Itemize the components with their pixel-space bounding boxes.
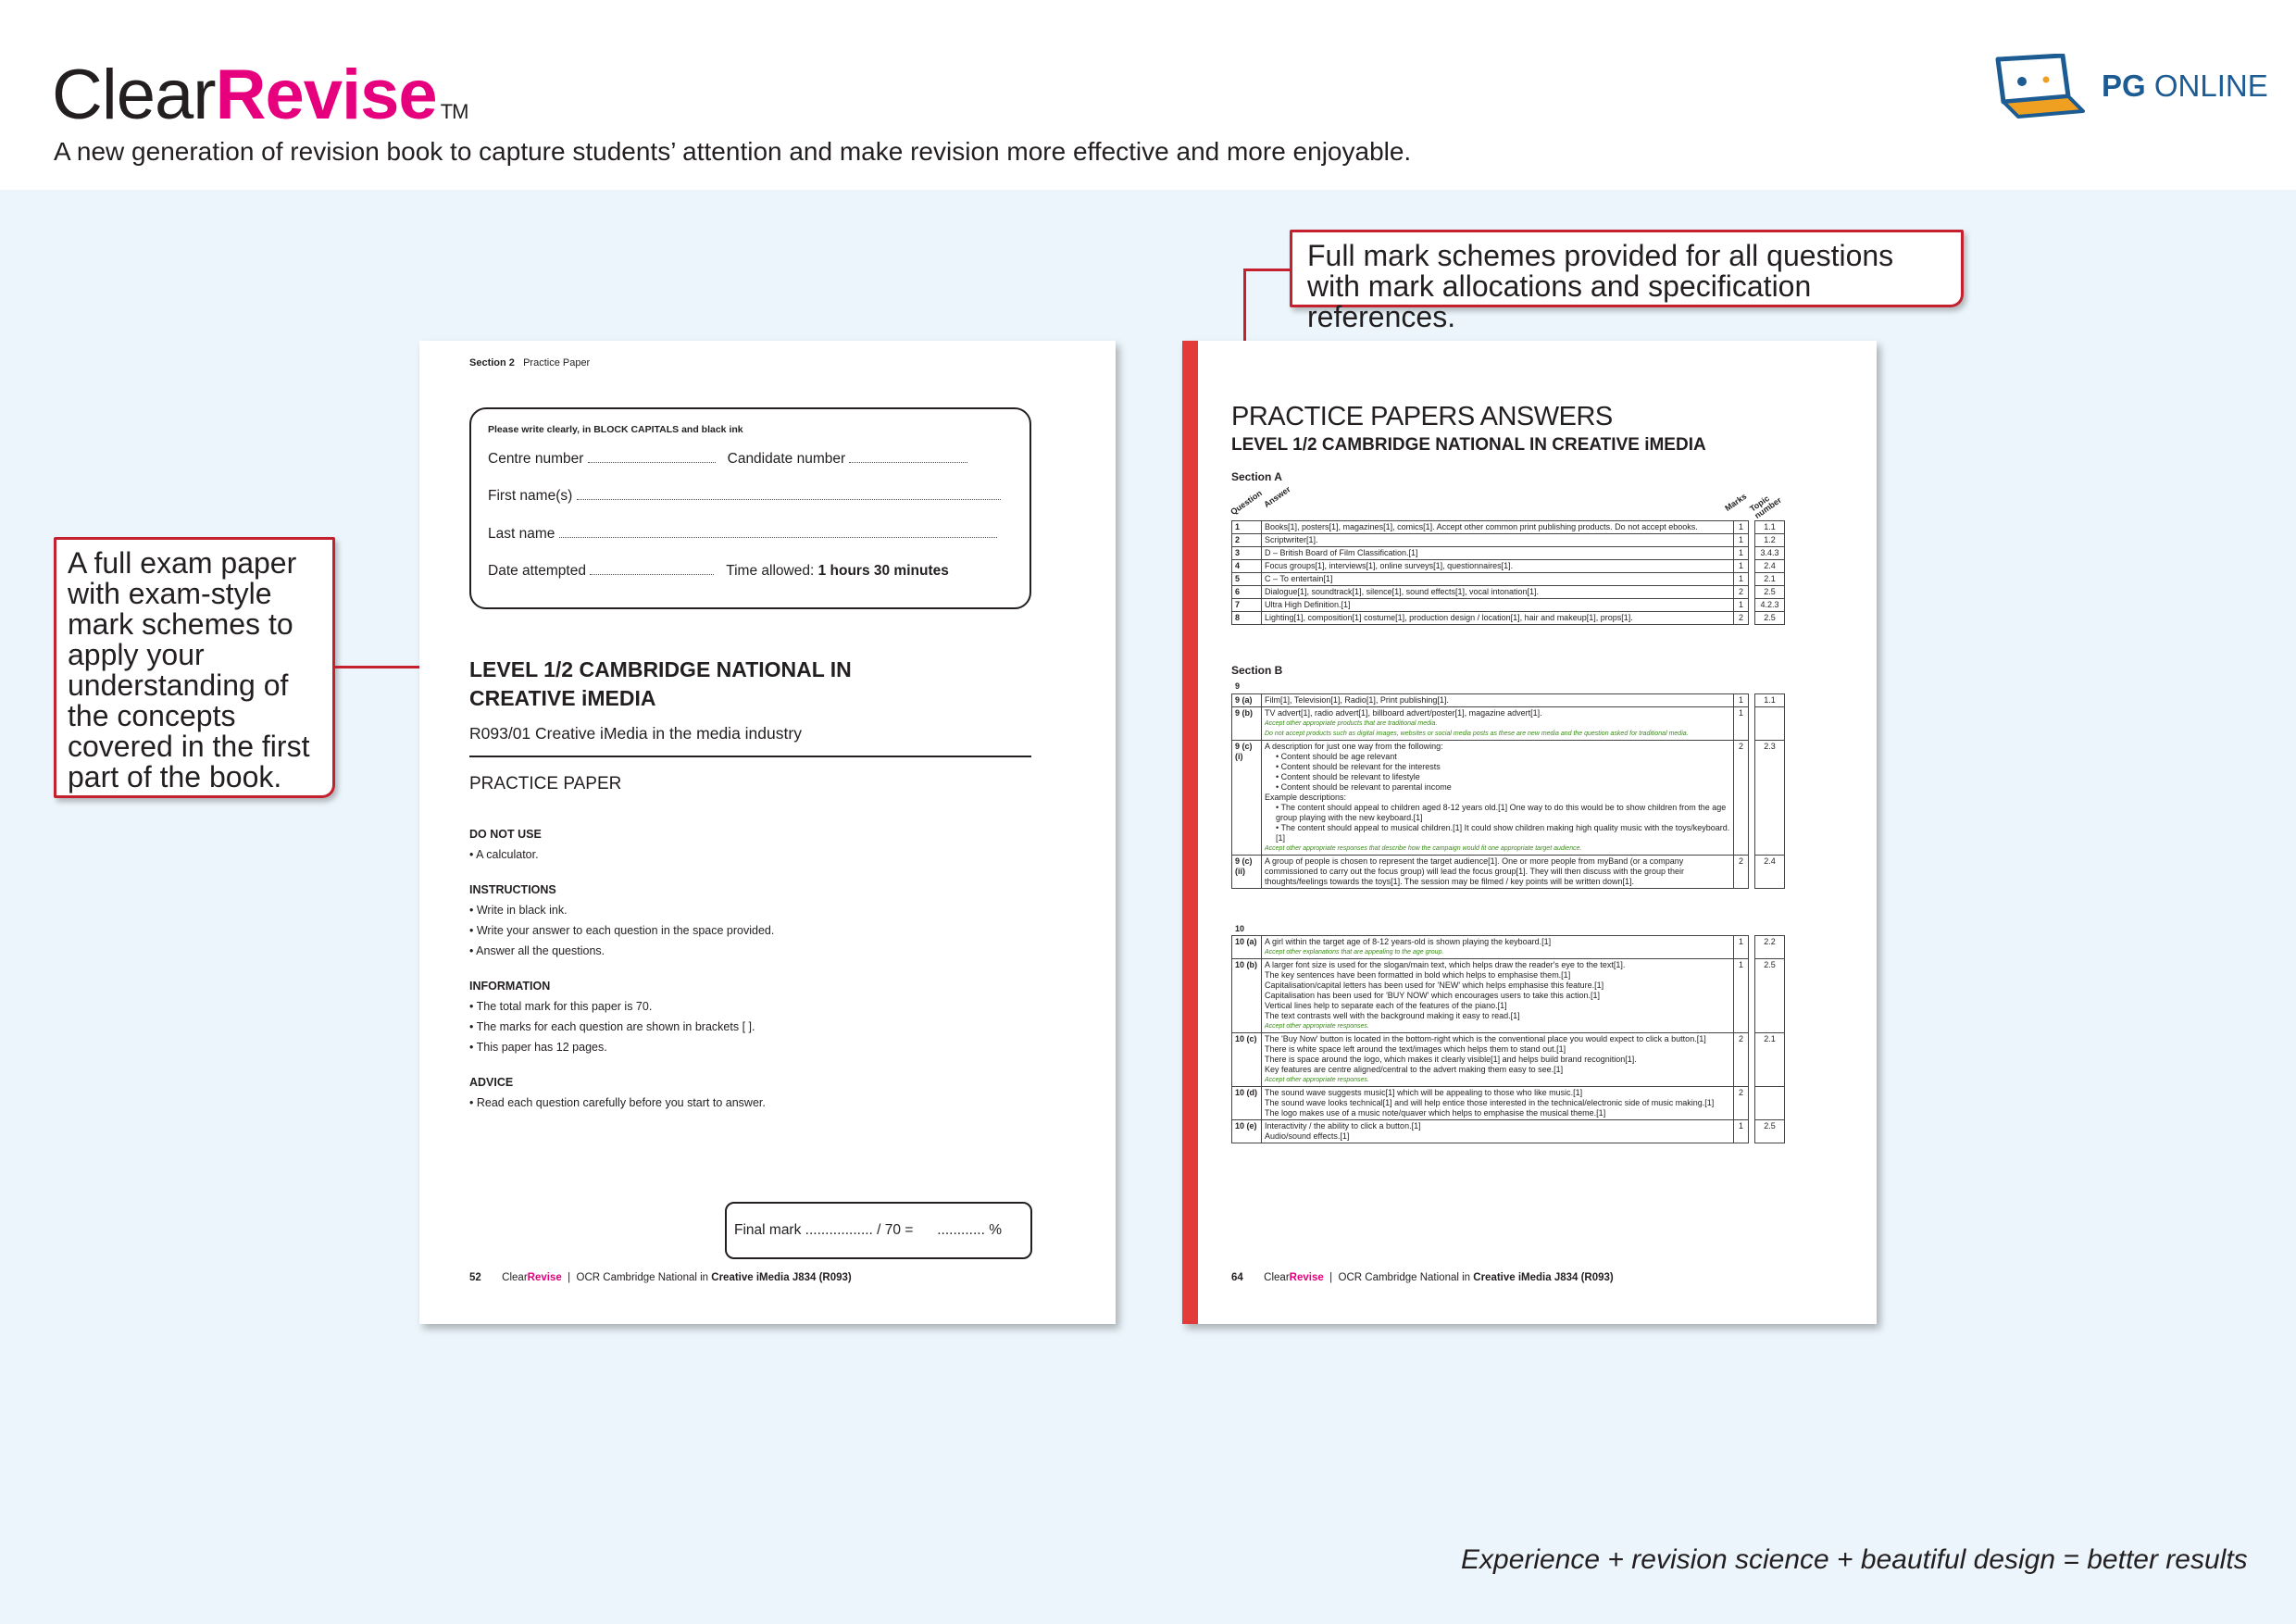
- column-gap: [1749, 547, 1755, 560]
- marks-cell: 1: [1734, 547, 1749, 560]
- date-time-row: [488, 562, 1025, 580]
- footer-brand-revise: Revise: [527, 1272, 562, 1283]
- marks-cell: 1: [1734, 1120, 1749, 1143]
- topic-cell: 4.2.3: [1755, 599, 1785, 612]
- examiner-note: Accept other appropriate products that are traditional media.: [1265, 720, 1438, 727]
- answer-text: A girl within the target age of 8-12 years-old is shown playing the keyboard.[1]: [1265, 937, 1552, 946]
- marks-cell: 1: [1734, 534, 1749, 547]
- footer-brand-clear: Clear: [1264, 1272, 1290, 1283]
- column-gap: [1749, 573, 1755, 586]
- information-item: This paper has 12 pages.: [476, 1041, 607, 1054]
- table-row: [1232, 1033, 1785, 1087]
- examiner-note: Accept other explanations that are appealing to the age group.: [1265, 949, 1444, 956]
- answers-subtitle: LEVEL 1/2 CAMBRIDGE NATIONAL IN CREATIVE iMEDIA: [1231, 435, 1706, 455]
- column-gap: [1749, 936, 1755, 959]
- answer-text: Focus groups[1], interviews[1], online surveys[1], questionnaires[1].: [1265, 561, 1514, 570]
- column-gap: [1749, 1120, 1755, 1143]
- question-number: 10 (d): [1232, 1087, 1262, 1120]
- candidate-details-box: [469, 407, 1031, 609]
- answer-text: Lighting[1], composition[1] costume[1], production design / location[1], hair and makeup[1], props[1].: [1265, 613, 1633, 622]
- marks-cell: 2: [1734, 741, 1749, 856]
- answer-text: Dialogue[1], soundtrack[1], silence[1], sound effects[1], vocal intonation[1].: [1265, 587, 1540, 596]
- table-row: [1232, 521, 1785, 534]
- date-attempted-label: Date attempted: [488, 563, 586, 579]
- answer-line: The text contrasts well with the background making it easy to read.[1]: [1265, 1011, 1520, 1020]
- clearrevise-logo: [52, 54, 468, 137]
- callout-leader-line: [1243, 269, 1292, 271]
- answer-text: D – British Board of Film Classification.[1]: [1265, 548, 1418, 557]
- table-row: [1232, 547, 1785, 560]
- table-row: [1232, 573, 1785, 586]
- publisher-name-rest: ONLINE: [2145, 69, 2268, 103]
- answer-cell: [1262, 694, 1734, 707]
- do-not-use-heading: DO NOT USE: [469, 828, 542, 841]
- footer-brand-revise: Revise: [1289, 1272, 1324, 1283]
- section-label: Section 2: [469, 357, 515, 369]
- marks-cell: 2: [1734, 1087, 1749, 1120]
- title-divider: [469, 756, 1031, 757]
- question-number: 9 (b): [1232, 707, 1262, 741]
- question-number: 7: [1232, 599, 1262, 612]
- question-number: 9 (c) (ii): [1232, 856, 1262, 889]
- callout-full-exam-paper: A full exam paper with exam-style mark schemes to apply your understanding of the concepts covered in the first part of the book.: [54, 537, 335, 798]
- marks-cell: 1: [1734, 560, 1749, 573]
- list-item: • The marks for each question are shown in brackets [ ].: [469, 1020, 755, 1033]
- centre-number-label: Centre number: [488, 451, 584, 467]
- table-row: [1232, 856, 1785, 889]
- box-heading: Please write clearly, in BLOCK CAPITALS and black ink: [488, 424, 743, 435]
- topic-cell: 2.4: [1755, 856, 1785, 889]
- col-question-header: Question: [1229, 488, 1264, 517]
- column-gap: [1749, 521, 1755, 534]
- answer-cell: [1262, 1033, 1734, 1087]
- candidate-number-label: Candidate number: [727, 451, 846, 467]
- table-row: [1232, 936, 1785, 959]
- marks-cell: 1: [1734, 694, 1749, 707]
- table-row: [1232, 1120, 1785, 1143]
- answer-line: Vertical lines help to separate each of the features of the piano.[1]: [1265, 1001, 1507, 1010]
- footer-brand-clear: Clear: [502, 1272, 528, 1283]
- marks-cell: 1: [1734, 936, 1749, 959]
- question-number: 5: [1232, 573, 1262, 586]
- answer-cell: [1262, 560, 1734, 573]
- header-band: [0, 0, 2296, 190]
- page-accent-bar: [1182, 341, 1198, 1324]
- footer-separator: |: [568, 1272, 571, 1283]
- topic-cell: 3.4.3: [1755, 547, 1785, 560]
- section-header: [469, 357, 590, 369]
- question-number: 8: [1232, 612, 1262, 625]
- column-gap: [1749, 560, 1755, 573]
- question-number: 10 (a): [1232, 936, 1262, 959]
- answer-cell: [1262, 1120, 1734, 1143]
- answer-bullet: • Content should be relevant to lifestyle: [1276, 772, 1420, 781]
- table-row: [1232, 959, 1785, 1033]
- question-number: 10 (e): [1232, 1120, 1262, 1143]
- answer-bullet: • Content should be relevant to parental income: [1276, 782, 1452, 792]
- answer-cell: [1262, 959, 1734, 1033]
- paper-subtitle: R093/01 Creative iMedia in the media industry: [469, 724, 802, 743]
- list-item: • Answer all the questions.: [469, 944, 605, 957]
- answer-line: Interactivity / the ability to click a button.[1]: [1265, 1121, 1421, 1131]
- col-topic-header: Topic number: [1748, 493, 1784, 520]
- answer-bullet: • The content should appeal to children aged 8-12 years old.[1] One way to do this would be to show children from the age group playing with the new keyboard.[1]: [1276, 803, 1727, 822]
- logo-revise-text: Revise: [215, 56, 437, 134]
- section-a-table: [1231, 520, 1785, 625]
- topic-cell: 2.2: [1755, 936, 1785, 959]
- laptop-icon: [1990, 54, 2092, 119]
- marks-cell: 1: [1734, 573, 1749, 586]
- topic-cell: 2.5: [1755, 612, 1785, 625]
- column-gap: [1749, 856, 1755, 889]
- answers-page: [1182, 341, 1877, 1324]
- answer-bullet: • Content should be age relevant: [1276, 752, 1397, 761]
- answer-line: The sound wave looks technical[1] and will help entice those interested in the technical/electronic side of music making.[1]: [1265, 1098, 1715, 1107]
- topic-cell: 1.2: [1755, 534, 1785, 547]
- answer-text: A group of people is chosen to represent the target audience[1]. One or more people from myBand (or a company commissioned to carry out the focus group) will lead the focus group[1]. They will then discuss with the group their thoughts/feelings towards the toys[1]. The session may be filmed / key points will be written down[1].: [1265, 856, 1685, 886]
- topic-cell: 2.5: [1755, 586, 1785, 599]
- table-row: [1232, 707, 1785, 741]
- answer-cell: [1262, 599, 1734, 612]
- answers-title: PRACTICE PAPERS ANSWERS: [1231, 402, 1613, 431]
- topic-cell: 2.1: [1755, 1033, 1785, 1087]
- question-number: 10 (b): [1232, 959, 1262, 1033]
- answer-cell: [1262, 1087, 1734, 1120]
- last-name-label: Last name: [488, 526, 555, 542]
- answer-cell: [1262, 707, 1734, 741]
- pg-online-logo: [1990, 54, 2268, 119]
- instruction-item: Write your answer to each question in the space provided.: [476, 924, 775, 937]
- question-number: 1: [1232, 521, 1262, 534]
- table-row: [1232, 741, 1785, 856]
- marks-cell: 1: [1734, 599, 1749, 612]
- advice-item: Read each question carefully before you start to answer.: [476, 1096, 766, 1109]
- answer-line: There is white space left around the text/images which helps them to stand out.[1]: [1265, 1044, 1566, 1054]
- marks-cell: 1: [1734, 707, 1749, 741]
- section-name: Practice Paper: [523, 357, 591, 369]
- list-item: • The total mark for this paper is 70.: [469, 1000, 653, 1013]
- page-footer: [469, 1272, 852, 1283]
- question-number: 6: [1232, 586, 1262, 599]
- list-item: • A calculator.: [469, 848, 539, 861]
- question-number: 4: [1232, 560, 1262, 573]
- answer-line: Audio/sound effects.[1]: [1265, 1131, 1350, 1141]
- topic-cell: 1.1: [1755, 694, 1785, 707]
- answer-line: Capitalisation has been used for 'BUY NOW' which encourages users to take this action.[1]: [1265, 991, 1600, 1000]
- page-number: 52: [469, 1272, 481, 1283]
- answer-bullet: • The content should appeal to musical children.[1] It could show children making high quality music with the toys/keyboard.[1]: [1276, 823, 1730, 843]
- section-a-heading: Section A: [1231, 470, 1282, 483]
- section-b-q9-table: [1231, 693, 1785, 889]
- answer-bullet: • Content should be relevant for the interests: [1276, 762, 1441, 771]
- footer-course: OCR Cambridge National in: [1338, 1272, 1474, 1283]
- list-item: • Write in black ink.: [469, 904, 568, 917]
- marks-cell: 2: [1734, 612, 1749, 625]
- answer-cell: [1262, 534, 1734, 547]
- logo-clear-text: Clear: [52, 56, 216, 134]
- table-row: [1232, 534, 1785, 547]
- examiner-note: Accept other appropriate responses that describe how the campaign would fit one appropriate target audience.: [1265, 845, 1582, 852]
- first-names-row: [488, 487, 1001, 505]
- answer-text: Ultra High Definition.[1]: [1265, 600, 1351, 609]
- column-gap: [1749, 707, 1755, 741]
- information-item: The total mark for this paper is 70.: [476, 1000, 653, 1013]
- col-answer-header: Answer: [1262, 484, 1292, 509]
- publisher-name-bold: PG: [2102, 69, 2146, 103]
- paper-title: LEVEL 1/2 CAMBRIDGE NATIONAL IN CREATIVE iMEDIA: [469, 657, 852, 710]
- question-10-label: 10: [1235, 924, 1245, 933]
- instructions-heading: INSTRUCTIONS: [469, 883, 556, 896]
- answer-line: The 'Buy Now' button is located in the bottom-right which is the conventional place you would expect to click a button.[1]: [1265, 1034, 1706, 1043]
- answer-line: Capitalisation/capital letters has been used for 'NEW' which helps emphasise this feature.[1]: [1265, 981, 1604, 990]
- marks-cell: 1: [1734, 959, 1749, 1033]
- table-row: [1232, 694, 1785, 707]
- answer-cell: [1262, 547, 1734, 560]
- column-gap: [1749, 694, 1755, 707]
- topic-cell: 2.5: [1755, 959, 1785, 1033]
- list-item: • Read each question carefully before you start to answer.: [469, 1096, 766, 1109]
- answer-cell: [1262, 586, 1734, 599]
- question-number: 3: [1232, 547, 1262, 560]
- column-gap: [1749, 1033, 1755, 1087]
- answer-line: There is space around the logo, which makes it clearly visible[1] and helps build brand recognition[1].: [1265, 1055, 1637, 1064]
- tagline: A new generation of revision book to capture students’ attention and make revision more effective and more enjoyable.: [54, 137, 1412, 166]
- marks-cell: 1: [1734, 521, 1749, 534]
- topic-cell: [1755, 707, 1785, 741]
- slogan: Experience + revision science + beautiful design = better results: [1461, 1544, 2248, 1575]
- answer-text: C – To entertain[1]: [1265, 574, 1333, 583]
- list-item: • Write your answer to each question in the space provided.: [469, 924, 775, 937]
- col-marks-header: Marks: [1723, 491, 1749, 513]
- information-item: The marks for each question are shown in brackets [ ].: [476, 1020, 755, 1033]
- answer-text: A description for just one way from the following:: [1265, 742, 1443, 751]
- table-row: [1232, 586, 1785, 599]
- column-gap: [1749, 534, 1755, 547]
- page-footer: [1231, 1272, 1614, 1283]
- answer-line: A larger font size is used for the slogan/main text, which helps draw the reader's eye to the text[1].: [1265, 960, 1626, 969]
- answer-cell: [1262, 741, 1734, 856]
- logo-tm-mark: TM: [440, 100, 468, 123]
- paper-type: PRACTICE PAPER: [469, 774, 622, 793]
- time-allowed-value: 1 hours 30 minutes: [817, 563, 949, 579]
- examiner-note: Accept other appropriate responses.: [1265, 1023, 1369, 1030]
- list-item: • This paper has 12 pages.: [469, 1041, 607, 1054]
- callout-mark-schemes: Full mark schemes provided for all questions with mark allocations and specification references.: [1290, 230, 1964, 307]
- question-number: 9 (c) (i): [1232, 741, 1262, 856]
- topic-cell: 2.3: [1755, 741, 1785, 856]
- instruction-item: Answer all the questions.: [476, 944, 605, 957]
- answer-line: The key sentences have been formatted in bold which helps to emphasise them.[1]: [1265, 970, 1571, 980]
- final-mark-box: Final mark ................. / 70 = ............ %: [725, 1202, 1032, 1259]
- do-not-use-item: A calculator.: [476, 848, 539, 861]
- answer-cell: [1262, 573, 1734, 586]
- table-row: [1232, 599, 1785, 612]
- time-allowed-label: Time allowed:: [726, 563, 815, 579]
- footer-course-code: Creative iMedia J834 (R093): [711, 1272, 852, 1283]
- information-heading: INFORMATION: [469, 980, 551, 993]
- answer-cell: [1262, 856, 1734, 889]
- footer-course: OCR Cambridge National in: [576, 1272, 712, 1283]
- topic-cell: 2.5: [1755, 1120, 1785, 1143]
- examiner-note: Accept other appropriate responses.: [1265, 1077, 1369, 1083]
- question-number: 2: [1232, 534, 1262, 547]
- practice-paper-page: [419, 341, 1116, 1324]
- section-b-heading: Section B: [1231, 664, 1283, 677]
- footer-course-code: Creative iMedia J834 (R093): [1473, 1272, 1614, 1283]
- examiner-note: Do not accept products such as digital images, websites or social media posts as these are new media and the question asked for traditional media.: [1265, 731, 1689, 737]
- column-gap: [1749, 1087, 1755, 1120]
- answer-text: TV advert[1], radio advert[1], billboard advert/poster[1], magazine advert[1].: [1265, 708, 1542, 718]
- column-gap: [1749, 586, 1755, 599]
- topic-cell: 2.1: [1755, 573, 1785, 586]
- answer-text: Example descriptions:: [1265, 793, 1347, 802]
- marks-cell: 2: [1734, 586, 1749, 599]
- question-9-label: 9: [1235, 681, 1241, 691]
- first-names-label: First name(s): [488, 488, 573, 504]
- table-row: [1232, 560, 1785, 573]
- answer-line: Key features are centre aligned/central to the advert making them easy to see.[1]: [1265, 1065, 1564, 1074]
- topic-cell: [1755, 1087, 1785, 1120]
- answer-cell: [1262, 521, 1734, 534]
- table-row: [1232, 1087, 1785, 1120]
- topic-cell: 2.4: [1755, 560, 1785, 573]
- section-b-q10-table: [1231, 935, 1785, 1143]
- column-gap: [1749, 612, 1755, 625]
- page-number: 64: [1231, 1272, 1243, 1283]
- topic-cell: 1.1: [1755, 521, 1785, 534]
- answer-text: Film[1], Television[1], Radio[1], Print publishing[1].: [1265, 695, 1449, 705]
- centre-candidate-row: [488, 450, 1020, 468]
- advice-heading: ADVICE: [469, 1076, 514, 1089]
- answer-cell: [1262, 612, 1734, 625]
- footer-separator: |: [1329, 1272, 1333, 1283]
- publisher-name: [2102, 69, 2268, 104]
- column-gap: [1749, 959, 1755, 1033]
- table-row: [1232, 612, 1785, 625]
- paper-rubric: [469, 824, 988, 1113]
- answer-cell: [1262, 936, 1734, 959]
- last-name-row: [488, 525, 997, 543]
- column-gap: [1749, 741, 1755, 856]
- answer-line: The logo makes use of a music note/quaver which helps to emphasise the musical theme.[1]: [1265, 1108, 1606, 1118]
- marks-cell: 2: [1734, 1033, 1749, 1087]
- instruction-item: Write in black ink.: [476, 904, 568, 917]
- answer-text: Scriptwriter[1].: [1265, 535, 1318, 544]
- answer-text: Books[1], posters[1], magazines[1], comics[1]. Accept other common print publishing products. Do not accept ebooks.: [1265, 522, 1698, 531]
- question-number: 9 (a): [1232, 694, 1262, 707]
- answer-line: The sound wave suggests music[1] which will be appealing to those who like music.[1]: [1265, 1088, 1583, 1097]
- column-gap: [1749, 599, 1755, 612]
- marks-cell: 2: [1734, 856, 1749, 889]
- question-number: 10 (c): [1232, 1033, 1262, 1087]
